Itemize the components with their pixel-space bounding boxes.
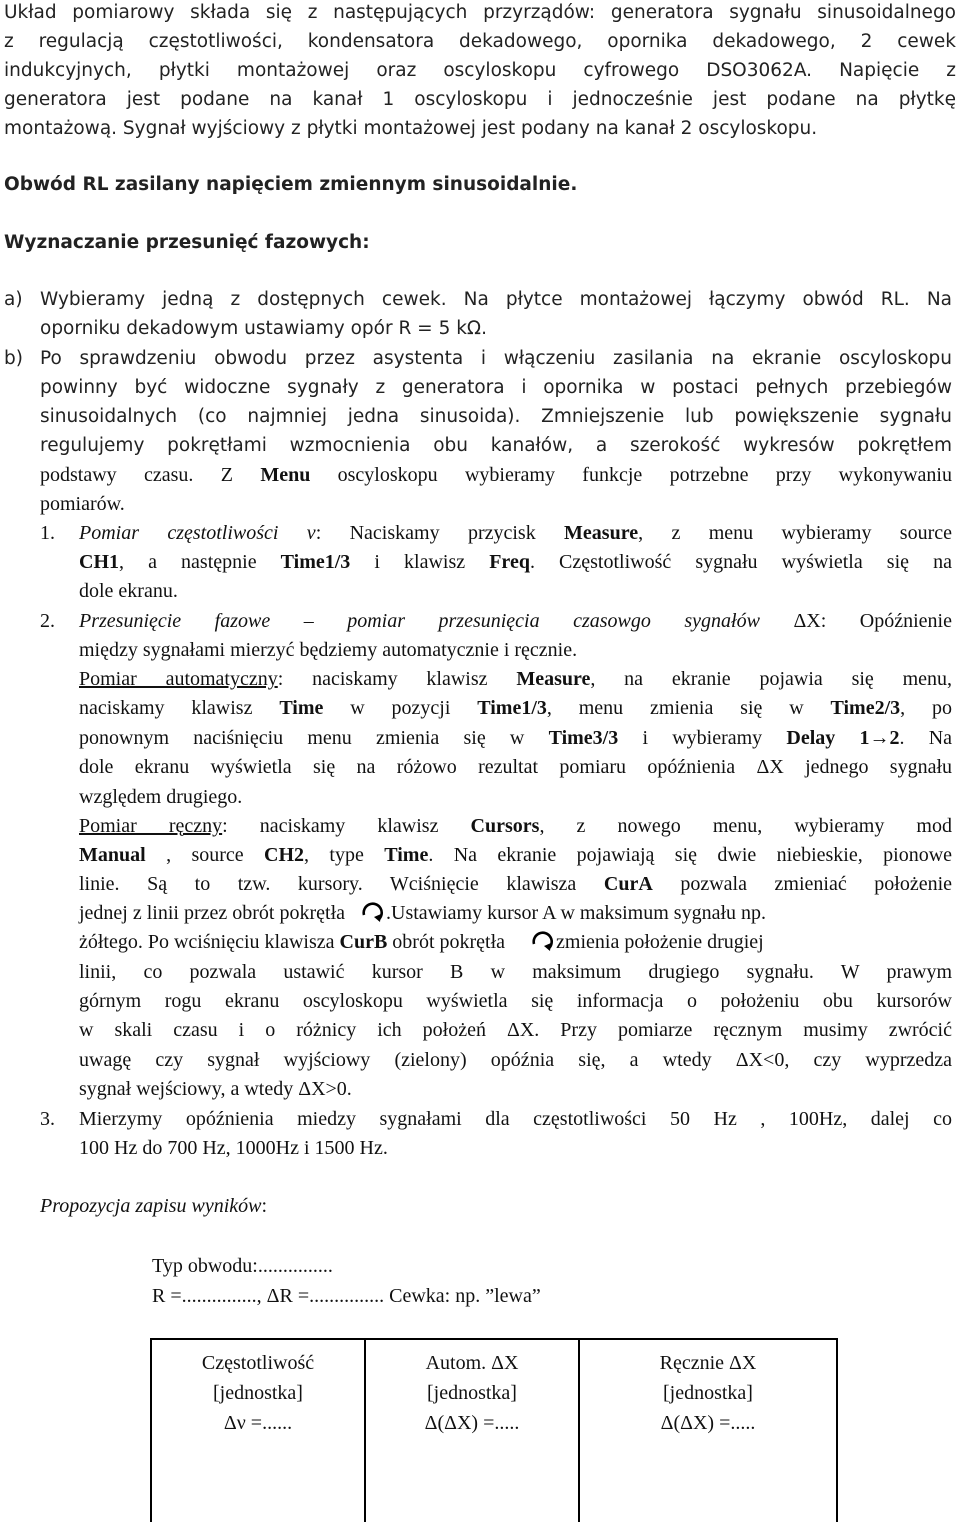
auto-measure-line: dole ekranu wyświetla się na różowo rezultat pomiaru opóźnienia ΔX jednego sygnału [79, 756, 952, 778]
intro-line: generatora jest podane na kanał 1 oscyloskopu i jednocześnie jest podane na płytkę [4, 89, 956, 110]
manual-measure-line: linii, co pozwala ustawić kursor B w maksimum drugiego sygnału. W prawym [79, 961, 952, 983]
results-table [150, 1338, 838, 1522]
item-a-line: oporniku dekadowym ustawiamy opór R = 5 kΩ. [40, 318, 487, 339]
rotary-knob-icon [360, 900, 386, 924]
item-b-label: b) [4, 348, 23, 369]
item-b-line: podstawy czasu. Z Menu oscyloskopu wybieramy funkcje potrzebne przy wykonywaniu [40, 464, 952, 486]
step-2-number: 2. [40, 610, 55, 632]
item-b-line: Po sprawdzeniu obwodu przez asystenta i włączeniu zasilania na ekranie oscyloskopu [40, 348, 952, 369]
step-3-number: 3. [40, 1108, 55, 1130]
item-b-line: sinusoidalnych (co najmniej jedna sinusoida). Zmniejszenie lub powiększenie sygnału [40, 406, 952, 427]
item-b-line: powinny być widoczne sygnały z generatora i opornika w postaci pełnych przebiegów [40, 377, 952, 398]
step-1-line: Pomiar częstotliwości ν: Naciskamy przycisk Measure, z menu wybieramy source [79, 522, 953, 544]
auto-measure-line: Pomiar automatyczny: naciskamy klawisz Measure, na ekranie pojawia się menu, [79, 668, 953, 690]
step-1-line: CH1, a następnie Time1/3 i klawisz Freq. Częstotliwość sygnału wyświetla się na [79, 551, 952, 573]
step-3-line: Mierzymy opóźnienia miedzy sygnałami dla częstotliwości 50 Hz , 100Hz, dalej co [79, 1108, 952, 1130]
manual-measure-line: sygnał wejściowy, a wtedy ΔX>0. [79, 1078, 352, 1100]
manual-measure-line: linie. Są to tzw. kursory. Wciśnięcie klawisza CurA pozwala zmieniać położenie [79, 873, 953, 895]
resistance-line: R =..............., ΔR =............... Cewka: np. ”lewa” [152, 1285, 541, 1307]
item-b-line: pomiarów. [40, 493, 125, 515]
manual-measure-line: górnym rogu ekranu oscyloskopu wyświetla się informacja o położeniu obu kursorów [79, 990, 952, 1012]
manual-measure-line: żółtego. Po wciśnięciu klawisza CurB obrót pokrętła zmienia położenie drugiej [79, 931, 764, 953]
step-1-number: 1. [40, 522, 55, 544]
manual-measure-line: uwagę czy sygnał wyjściowy (zielony) opóźnia się, a wtedy ΔX<0, czy wyprzedza [79, 1049, 952, 1071]
item-a-line: Wybieramy jedną z dostępnych cewek. Na płytce montażowej łączymy obwód RL. Na [40, 289, 952, 310]
intro-line: montażową. Sygnał wyjściowy z płytki montażowej jest podany na kanał 2 oscyloskopu. [4, 118, 818, 139]
table-cell-auto-delta: Autom. ΔX [jednostka] Δ(ΔX) =..... [365, 1339, 579, 1522]
auto-measure-line: względem drugiego. [79, 786, 243, 808]
table-cell-manual-delta: Ręcznie ΔX [jednostka] Δ(ΔX) =..... [579, 1339, 837, 1522]
step-2-line: Przesunięcie fazowe – pomiar przesunięcia czasowgo sygnałów ΔX: Opóźnienie [79, 610, 952, 632]
step-2-line: między sygnałami mierzyć będziemy automatycznie i ręcznie. [79, 639, 578, 661]
item-b-line: regulujemy pokrętłami wzmocnienia obu kanałów, a szerokość wykresów pokrętłem [40, 435, 952, 456]
item-a-label: a) [4, 289, 23, 310]
auto-measure-line: naciskamy klawisz Time w pozycji Time1/3, menu zmienia się w Time2/3, po [79, 697, 953, 719]
circuit-type-line: Typ obwodu:............... [152, 1255, 333, 1277]
step-1-line: dole ekranu. [79, 580, 178, 602]
manual-measure-line: w skali czasu i o różnicy ich położeń ΔX. Przy pomiarze ręcznym musimy zwrócić [79, 1019, 952, 1041]
intro-line: z regulacją częstotliwości, kondensatora dekadowego, opornika dekadowego, 2 cewek [4, 31, 956, 52]
intro-line: indukcyjnych, płytki montażowej oraz oscyloskopu cyfrowego DSO3062A. Napięcie z [4, 60, 956, 81]
rotary-knob-icon [530, 929, 556, 953]
table-cell-frequency: Częstotliwość [jednostka] Δν =...... [151, 1339, 365, 1522]
manual-measure-line: Pomiar ręczny: naciskamy klawisz Cursors, z nowego menu, wybieramy mod [79, 815, 952, 837]
manual-measure-line: jednej z linii przez obrót pokrętła .Ustawiamy kursor A w maksimum sygnału np. [79, 902, 766, 924]
intro-line: Układ pomiarowy składa się z następujących przyrządów: generatora sygnału sinusoidalnego [4, 2, 956, 23]
results-proposal-heading: Propozycja zapisu wyników: [40, 1195, 268, 1217]
auto-measure-line: ponownym naciśnięciu menu zmienia się w Time3/3 i wybieramy Delay 1→2. Na [79, 727, 953, 749]
step-3-line: 100 Hz do 700 Hz, 1000Hz i 1500 Hz. [79, 1137, 388, 1159]
manual-measure-line: Manual , source CH2, type Time. Na ekranie pojawiają się dwie niebieskie, pionowe [79, 844, 953, 866]
heading-rl-circuit: Obwód RL zasilany napięciem zmiennym sinusoidalnie. [4, 174, 578, 195]
heading-phase-shift: Wyznaczanie przesunięć fazowych: [4, 232, 370, 253]
